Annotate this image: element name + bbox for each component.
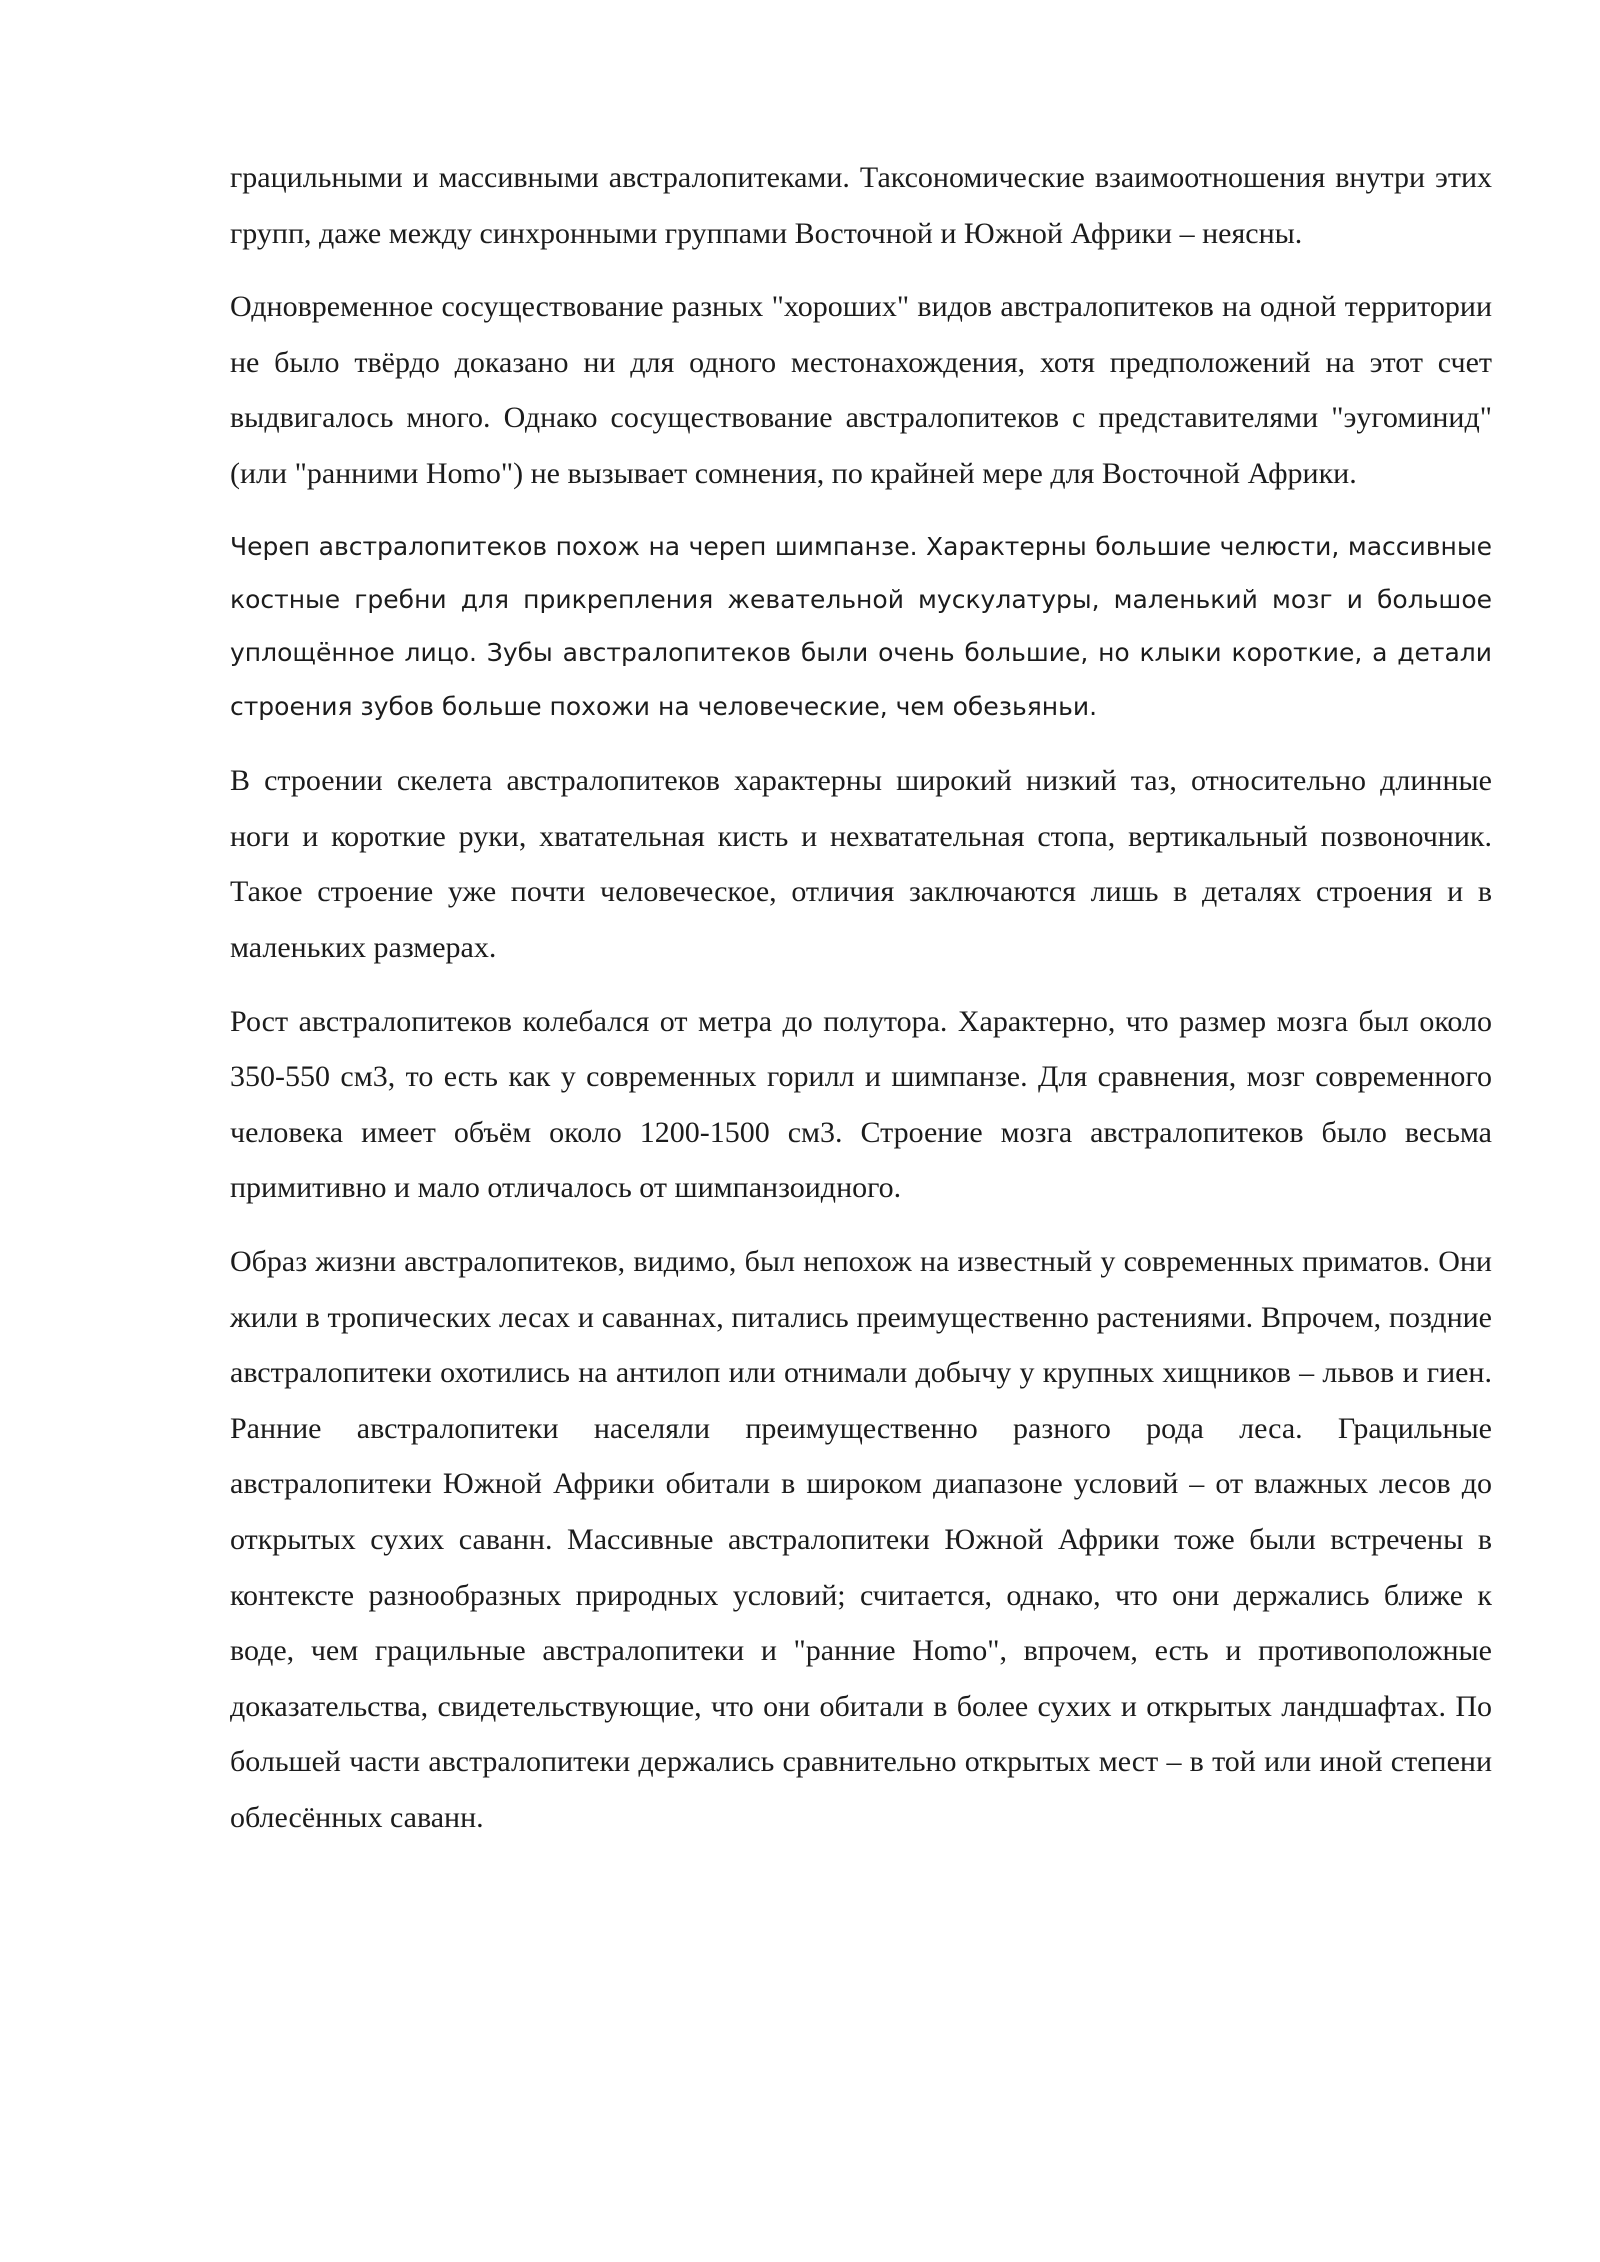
paragraph-skeleton: В строении скелета австралопитеков характерны широкий низкий таз, относительно длинные ноги и короткие руки, хватательная кисть и нехватательная стопа, вертикальный позвоночник. Такое строение уже почти человеческое, отличия заключаются лишь в деталях строения и в маленьких размерах. xyxy=(230,764,1492,964)
paragraph-skull: Череп австралопитеков похож на череп шимпанзе. Характерны большие челюсти, массивные костные гребни для прикрепления жевательной мускулатуры, маленький мозг и большое уплощённое лицо. Зубы австралопитеков были очень большие, но клыки короткие, а детали строения зубов больше похожи на человеческие, чем обезьяньи. xyxy=(230,531,1492,721)
document-body xyxy=(230,150,1492,1863)
paragraph-taxonomy: грацильными и массивными австралопитеками. Таксономические взаимоотношения внутри этих групп, даже между синхронными группами Восточной и Южной Африки – неясны. xyxy=(230,161,1492,250)
paragraph-height-brain: Рост австралопитеков колебался от метра до полутора. Характерно, что размер мозга был около 350-550 см3, то есть как у современных горилл и шимпанзе. Для сравнения, мозг современного человека имеет объём около 1200-1500 см3. Строение мозга австралопитеков было весьма примитивно и мало отличалось от шимпанзоидного. xyxy=(230,1004,1492,1205)
paragraph-lifestyle: Образ жизни австралопитеков, видимо, был непохож на известный у современных приматов. Они жили в тропических лесах и саваннах, питались преимущественно растениями. Впрочем, поздние австралопитеки охотились на антилоп или отнимали добычу у крупных хищников – львов и гиен. Ранние австралопитеки населяли преимущественно разного рода леса. Грацильные австралопитеки Южной Африки обитали в широком диапазоне условий – от влажных лесов до открытых сухих саванн. Массивные австралопитеки Южной Африки тоже были встречены в контексте разнообразных природных условий; считается, однако, что они держались ближе к воде, чем грацильные австралопитеки и "ранние Homo", впрочем, есть и противоположные доказательства, свидетельствующие, что они обитали в более сухих и открытых ландшафтах. По большей части австралопитеки держались сравнительно открытых мест – в той или иной степени облесённых саванн. xyxy=(230,1244,1492,1834)
paragraph-coexistence: Одновременное сосуществование разных "хороших" видов австралопитеков на одной территории не было твёрдо доказано ни для одного местонахождения, хотя предположений на этот счет выдвигалось много. Однако сосуществование австралопитеков с представителями "эугоминид" (или "ранними Homo") не вызывает сомнения, по крайней мере для Восточной Африки. xyxy=(230,290,1492,490)
